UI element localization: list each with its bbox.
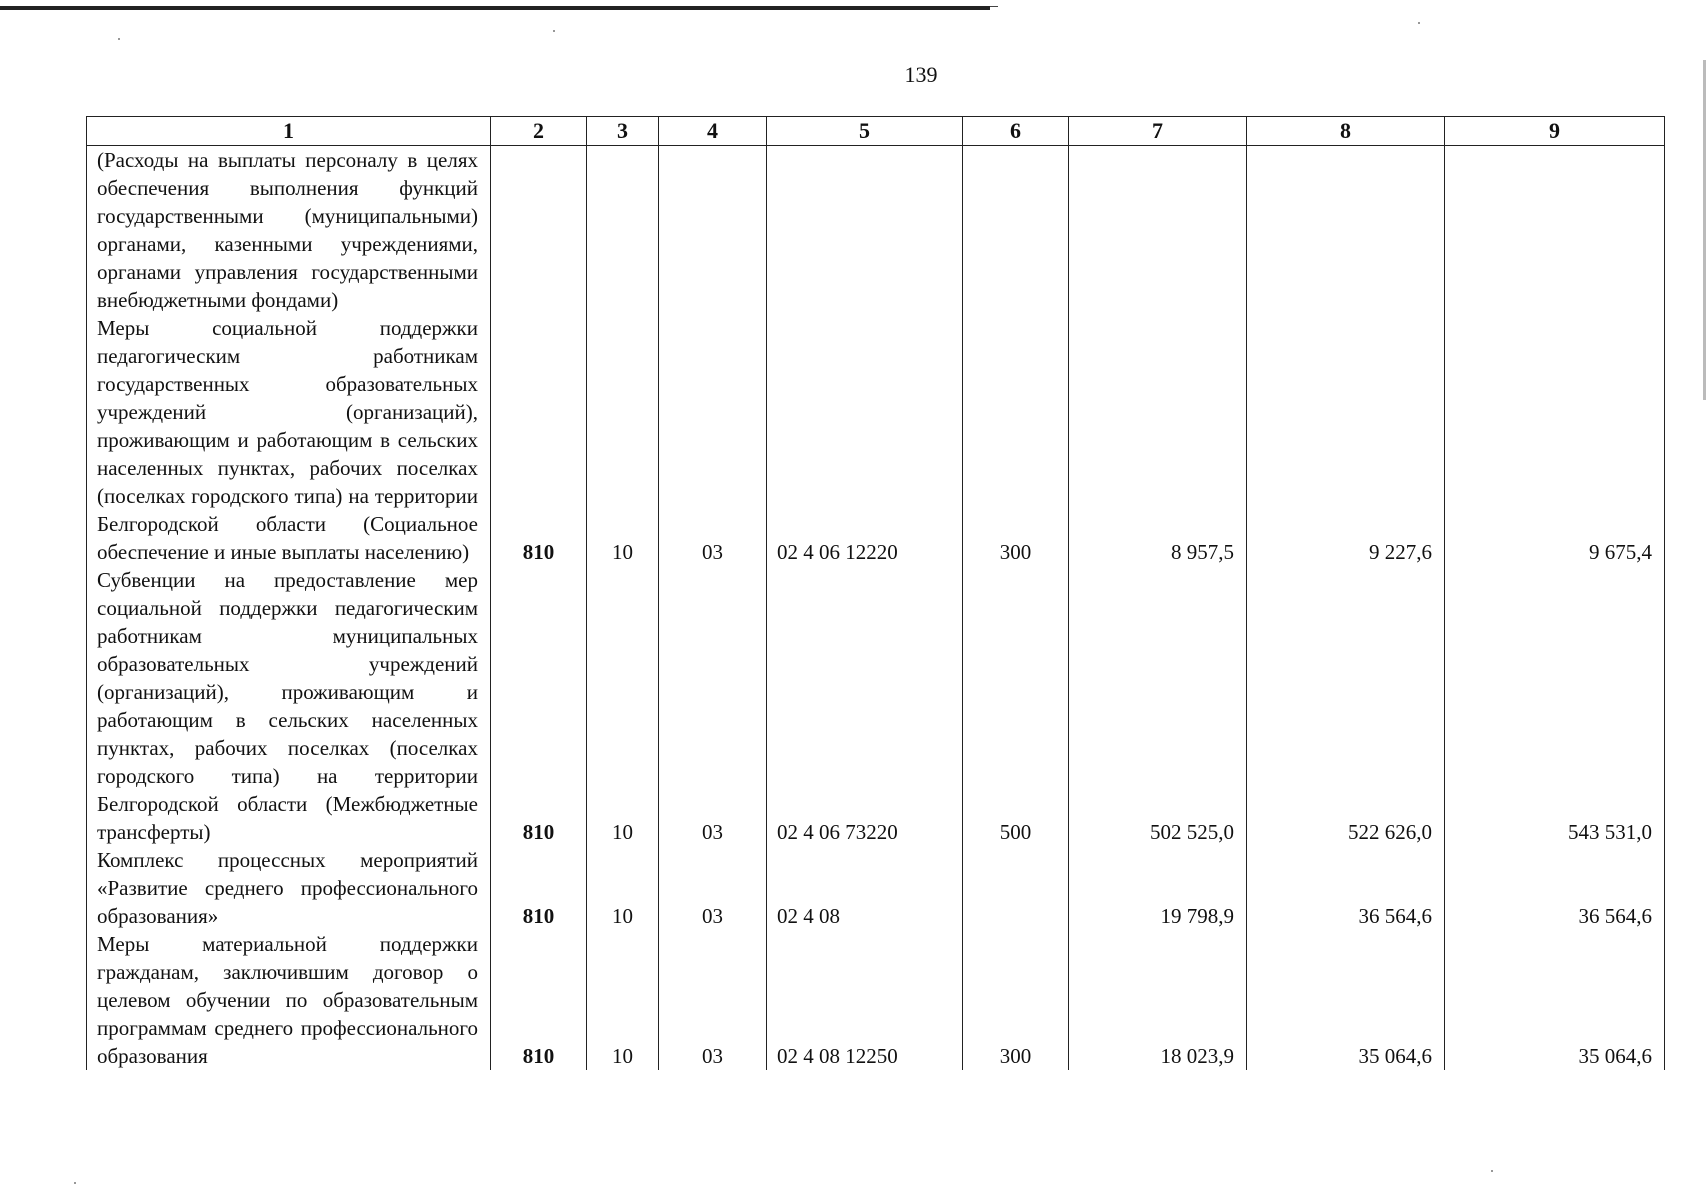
row-description: Меры социальной поддержки педагогическим работникам государственных образовательных учреждений (организаций), проживающим и работающим в сельских населенных пунктах, рабочих поселках (поселках городского типа) на территории Белгородской области (Социальное обеспечение и иные выплаты населению): [87, 314, 491, 566]
cell-col-2: 810: [491, 314, 587, 566]
row-description: (Расходы на выплаты персоналу в целях обеспечения выполнения функций государственными (муниципальными) органами, казенными учреждениями, органами управления государственными внебюджетными фондами): [87, 146, 491, 315]
table-row: [87, 566, 1665, 846]
row-description: Субвенции на предоставление мер социальной поддержки педагогическим работникам муниципальных образовательных учреждений (организаций), проживающим и работающим в сельских населенных пунктах, рабочих поселках (поселках городского типа) на территории Белгородской области (Межбюджетные трансферты): [87, 566, 491, 846]
row-description: Меры материальной поддержки гражданам, заключившим договор о целевом обучении по образовательным программам среднего профессионального образования: [87, 930, 491, 1070]
header-col-7: 7: [1069, 117, 1247, 146]
cell-col-4: 03: [659, 314, 767, 566]
cell-col-9: [1445, 146, 1665, 315]
cell-col-8: 9 227,6: [1247, 314, 1445, 566]
cell-col-2: 810: [491, 930, 587, 1070]
scan-speck: [1418, 22, 1420, 24]
header-col-5: 5: [767, 117, 963, 146]
top-rule: [0, 6, 990, 10]
table-row: [87, 846, 1665, 930]
table-row: [87, 314, 1665, 566]
cell-col-6: 300: [963, 930, 1069, 1070]
scan-speck: [1491, 1170, 1493, 1172]
cell-col-2: 810: [491, 566, 587, 846]
cell-col-3: 10: [587, 314, 659, 566]
cell-col-9: 9 675,4: [1445, 314, 1665, 566]
budget-table: [86, 116, 1665, 1070]
cell-col-7: 19 798,9: [1069, 846, 1247, 930]
cell-col-8: 35 064,6: [1247, 930, 1445, 1070]
cell-col-6: [963, 846, 1069, 930]
cell-col-2: [491, 146, 587, 315]
cell-col-4: 03: [659, 566, 767, 846]
table-row: [87, 930, 1665, 1070]
cell-col-5: 02 4 06 73220: [767, 566, 963, 846]
cell-col-4: 03: [659, 930, 767, 1070]
scan-speck: [118, 38, 120, 40]
header-col-9: 9: [1445, 117, 1665, 146]
cell-col-3: 10: [587, 566, 659, 846]
cell-col-9: 543 531,0: [1445, 566, 1665, 846]
cell-col-4: [659, 146, 767, 315]
header-col-2: 2: [491, 117, 587, 146]
header-col-1: 1: [87, 117, 491, 146]
header-col-3: 3: [587, 117, 659, 146]
header-col-4: 4: [659, 117, 767, 146]
cell-col-9: 36 564,6: [1445, 846, 1665, 930]
top-rule-tail: [990, 6, 998, 7]
cell-col-8: 36 564,6: [1247, 846, 1445, 930]
scan-edge-mark: [1703, 60, 1706, 400]
cell-col-3: 10: [587, 846, 659, 930]
cell-col-8: 522 626,0: [1247, 566, 1445, 846]
cell-col-7: 18 023,9: [1069, 930, 1247, 1070]
cell-col-2: 810: [491, 846, 587, 930]
cell-col-7: [1069, 146, 1247, 315]
cell-col-4: 03: [659, 846, 767, 930]
header-row: [87, 117, 1665, 146]
cell-col-7: 8 957,5: [1069, 314, 1247, 566]
cell-col-7: 502 525,0: [1069, 566, 1247, 846]
row-description: Комплекс процессных мероприятий «Развитие среднего профессионального образования»: [87, 846, 491, 930]
header-col-6: 6: [963, 117, 1069, 146]
cell-col-5: [767, 146, 963, 315]
header-col-8: 8: [1247, 117, 1445, 146]
scan-speck: [74, 1182, 76, 1184]
cell-col-6: 500: [963, 566, 1069, 846]
scan-speck: [553, 30, 555, 32]
cell-col-5: 02 4 06 12220: [767, 314, 963, 566]
table-row: [87, 146, 1665, 315]
cell-col-8: [1247, 146, 1445, 315]
cell-col-6: 300: [963, 314, 1069, 566]
cell-col-3: 10: [587, 930, 659, 1070]
cell-col-6: [963, 146, 1069, 315]
cell-col-3: [587, 146, 659, 315]
page-number: 139: [904, 62, 938, 87]
cell-col-9: 35 064,6: [1445, 930, 1665, 1070]
cell-col-5: 02 4 08: [767, 846, 963, 930]
cell-col-5: 02 4 08 12250: [767, 930, 963, 1070]
